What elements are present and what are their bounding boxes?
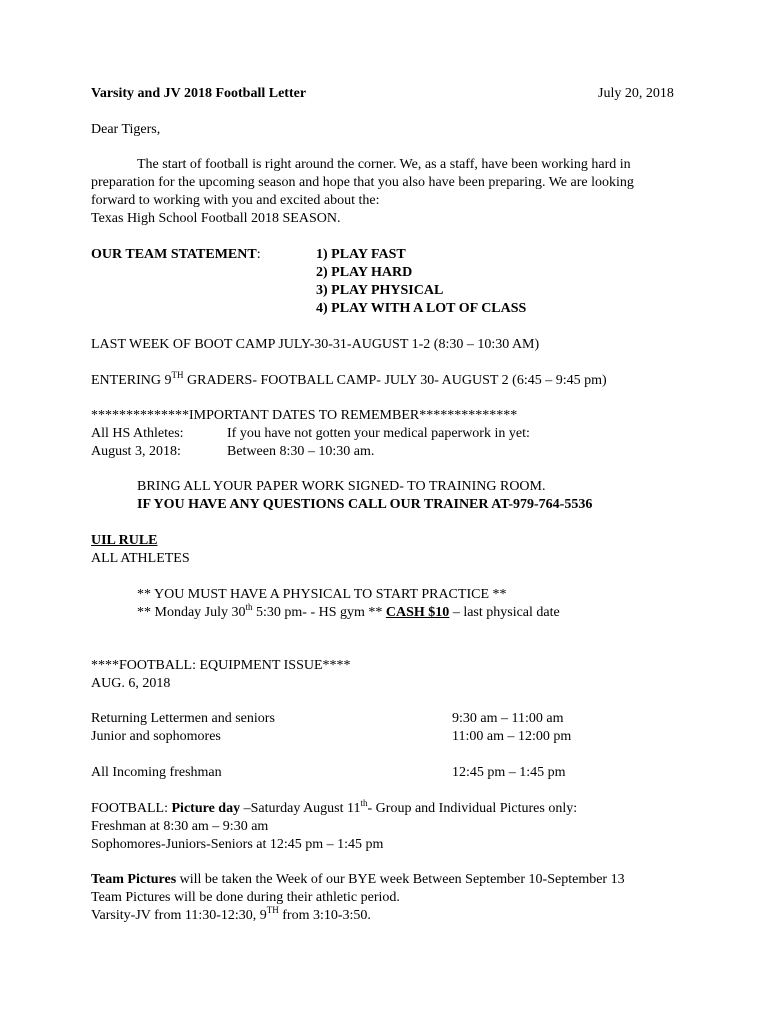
equipment-group: Returning Lettermen and seniors bbox=[91, 711, 275, 726]
team-pictures-rest: will be taken the Week of our BYE week Between September 10-September 13 bbox=[176, 872, 625, 887]
important-label: August 3, 2018: bbox=[91, 444, 181, 459]
important-label: All HS Athletes: bbox=[91, 426, 184, 441]
equipment-group: Junior and sophomores bbox=[91, 729, 221, 744]
team-statement-item: 4) PLAY WITH A LOT OF CLASS bbox=[316, 301, 527, 316]
equipment-time: 11:00 am – 12:00 pm bbox=[452, 729, 572, 744]
picture-day-sup: th bbox=[360, 798, 368, 808]
physical-date-sup: th bbox=[245, 602, 253, 612]
physical-date-line bbox=[137, 604, 560, 622]
physical-date-prefix: ** Monday July 30 bbox=[137, 605, 246, 620]
team-pictures-schedule-sup: TH bbox=[266, 905, 279, 915]
picture-day-line bbox=[91, 800, 577, 818]
boot-camp-line: LAST WEEK OF BOOT CAMP JULY-30-31-AUGUST 1-2 (8:30 – 10:30 AM) bbox=[91, 337, 540, 352]
equipment-heading: ****FOOTBALL: EQUIPMENT ISSUE**** bbox=[91, 658, 351, 673]
team-pictures-period: Team Pictures will be done during their athletic period. bbox=[91, 890, 400, 905]
letter-title: Varsity and JV 2018 Football Letter bbox=[91, 86, 307, 101]
entering-prefix: ENTERING 9 bbox=[91, 373, 172, 388]
entering-ninth-line bbox=[91, 372, 607, 390]
team-pictures-bold: Team Pictures bbox=[91, 872, 177, 887]
paperwork-line: BRING ALL YOUR PAPER WORK SIGNED- TO TRAINING ROOM. bbox=[137, 479, 546, 494]
uil-rule-heading: UIL RULE bbox=[91, 533, 158, 548]
equipment-date: AUG. 6, 2018 bbox=[91, 676, 171, 691]
team-pictures-schedule-pre: Varsity-JV from 11:30-12:30, 9 bbox=[91, 908, 267, 923]
letter-date: July 20, 2018 bbox=[598, 86, 674, 101]
important-text: Between 8:30 – 10:30 am. bbox=[227, 444, 375, 459]
important-heading: **************IMPORTANT DATES TO REMEMBER************** bbox=[91, 408, 518, 423]
team-statement-item: 1) PLAY FAST bbox=[316, 247, 406, 262]
equipment-time: 12:45 pm – 1:45 pm bbox=[452, 765, 566, 780]
intro-line: Texas High School Football 2018 SEASON. bbox=[91, 211, 341, 226]
picture-day-mid: –Saturday August 11 bbox=[240, 801, 361, 816]
picture-day-bold: Picture day bbox=[171, 801, 241, 816]
picture-day-rest: - Group and Individual Pictures only: bbox=[367, 801, 578, 816]
physical-requirement-line: ** YOU MUST HAVE A PHYSICAL TO START PRACTICE ** bbox=[137, 587, 507, 602]
important-text: If you have not gotten your medical paperwork in yet: bbox=[227, 426, 530, 441]
physical-date-post: – last physical date bbox=[449, 605, 560, 620]
team-statement-item: 3) PLAY PHYSICAL bbox=[316, 283, 444, 298]
entering-sup: TH bbox=[171, 370, 184, 380]
uil-subheading: ALL ATHLETES bbox=[91, 551, 190, 566]
equipment-time: 9:30 am – 11:00 am bbox=[452, 711, 564, 726]
team-pictures-schedule bbox=[91, 907, 371, 925]
physical-date-mid: 5:30 pm- - HS gym ** bbox=[252, 605, 386, 620]
entering-rest: GRADERS- FOOTBALL CAMP- JULY 30- AUGUST 2 (6:45 – 9:45 pm) bbox=[183, 373, 607, 388]
team-statement-label bbox=[91, 246, 261, 264]
team-statement-item: 2) PLAY HARD bbox=[316, 265, 413, 280]
team-statement-colon: : bbox=[256, 247, 261, 262]
team-pictures-line bbox=[91, 871, 625, 889]
greeting: Dear Tigers, bbox=[91, 122, 161, 137]
team-pictures-schedule-post: from 3:10-3:50. bbox=[278, 908, 371, 923]
intro-line: forward to working with you and excited about the: bbox=[91, 193, 380, 208]
equipment-group: All Incoming freshman bbox=[91, 765, 222, 780]
picture-day-prefix: FOOTBALL: bbox=[91, 801, 172, 816]
trainer-contact-line: IF YOU HAVE ANY QUESTIONS CALL OUR TRAINER AT-979-764-5536 bbox=[137, 497, 593, 512]
intro-line: The start of football is right around the corner. We, as a staff, have been working hard in bbox=[137, 157, 631, 172]
picture-day-upperclass: Sophomores-Juniors-Seniors at 12:45 pm – 1:45 pm bbox=[91, 837, 384, 852]
physical-cost: CASH $10 bbox=[385, 605, 450, 620]
team-statement-text: OUR TEAM STATEMENT bbox=[91, 247, 257, 262]
picture-day-freshman: Freshman at 8:30 am – 9:30 am bbox=[91, 819, 269, 834]
intro-line: preparation for the upcoming season and hope that you also have been preparing. We are looking bbox=[91, 175, 634, 190]
